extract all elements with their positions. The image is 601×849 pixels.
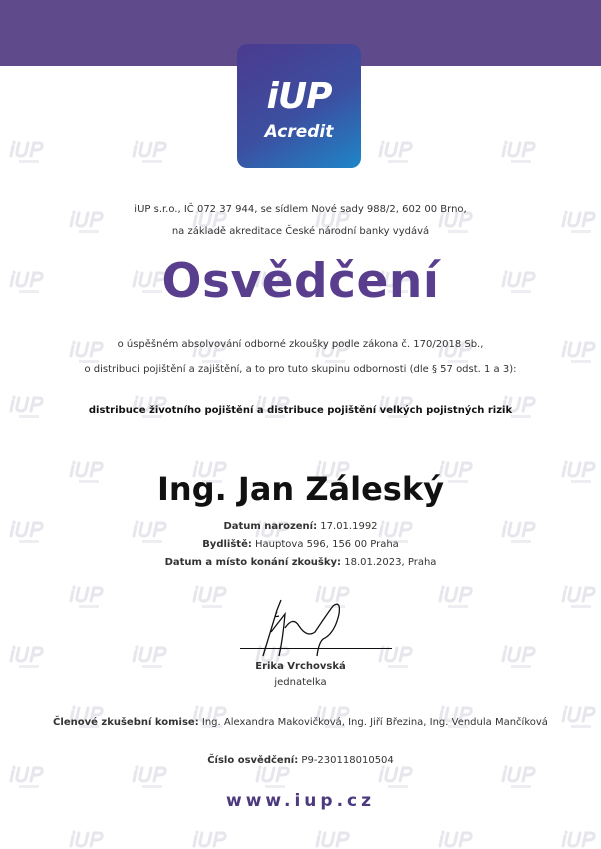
committee (0, 717, 601, 728)
certificate-title: Osvědčení (161, 254, 440, 309)
logo-text: iUP (266, 76, 332, 117)
intro-line-2: o distribuci pojištění a zajištění, a to pro tuto skupinu odbornosti (dle § 57 odst. 1 a 3): (84, 364, 517, 375)
birth-date (0, 521, 601, 532)
issuer-line-2: na základě akreditace České národní banky vydává (171, 226, 430, 237)
website-link[interactable]: www.iup.cz (225, 791, 375, 811)
birth-date-label: Datum narození: (223, 521, 318, 532)
issuer-line-1: iUP s.r.o., IČ 072 37 944, se sídlem Nové sady 988/2, 602 00 Brno, (134, 204, 467, 215)
residence-label: Bydliště: (202, 539, 252, 550)
signature (255, 598, 355, 658)
watermark-logo (563, 587, 594, 608)
certificate-number (0, 755, 601, 766)
watermark-logo (503, 767, 534, 788)
signature-line (240, 648, 392, 649)
watermark-logo (380, 767, 411, 788)
certificate-number-label: Číslo osvědčení: (207, 755, 299, 766)
committee-label: Členové zkušební komise: (53, 717, 199, 728)
certificate-number-value: P9-230118010504 (298, 755, 394, 766)
holder-name: Ing. Jan Záleský (157, 470, 444, 508)
watermark-logo (317, 832, 348, 849)
specialization: distribuce životního pojištění a distribuce pojištění velkých pojistných rizik (88, 405, 513, 416)
watermark-logo (563, 832, 594, 849)
signatory-name: Erika Vrchovská (255, 661, 346, 672)
logo-subtext: Acredit (264, 122, 334, 142)
watermark-logo (194, 832, 225, 849)
watermark-logo (257, 767, 288, 788)
residence-value: Hauptova 596, 156 00 Praha (251, 539, 399, 550)
watermark-logo (503, 142, 534, 163)
iup-acredit-logo (237, 44, 361, 168)
watermark-logo (440, 587, 471, 608)
residence (0, 539, 601, 550)
exam-value: 18.01.2023, Praha (341, 557, 437, 568)
signatory-role: jednatelka (274, 677, 327, 688)
exam-date-place (0, 557, 601, 568)
watermark-logo (71, 587, 102, 608)
watermark-logo (194, 587, 225, 608)
exam-label: Datum a místo konání zkoušky: (164, 557, 342, 568)
watermark-logo (11, 767, 42, 788)
intro-line-1: o úspěšném absolvování odborné zkoušky podle zákona č. 170/2018 Sb., (117, 339, 484, 350)
watermark-logo (134, 142, 165, 163)
watermark-logo (71, 832, 102, 849)
watermark-logo (380, 142, 411, 163)
watermark-logo (134, 767, 165, 788)
committee-members: Ing. Alexandra Makovičková, Ing. Jiří Březina, Ing. Vendula Mančíková (198, 717, 548, 728)
watermark-logo (11, 142, 42, 163)
birth-date-value: 17.01.1992 (317, 521, 378, 532)
watermark-logo (440, 832, 471, 849)
